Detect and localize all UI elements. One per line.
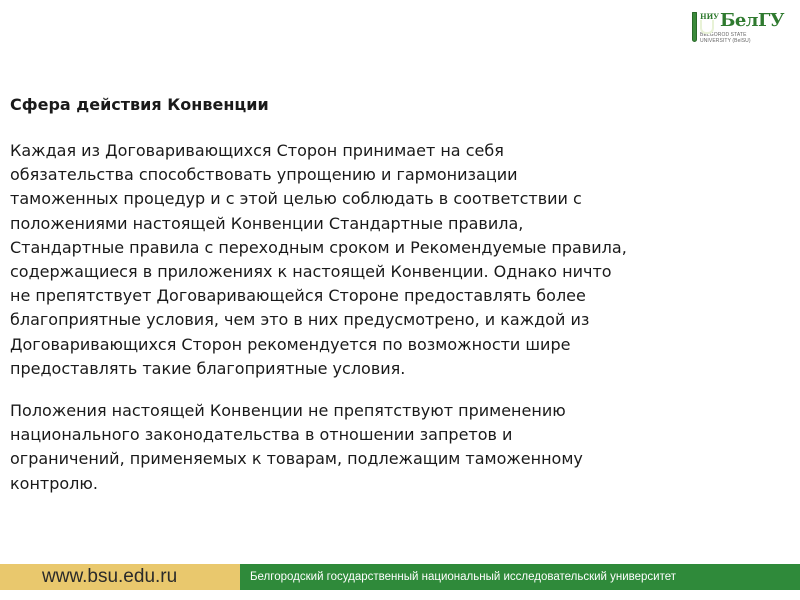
logo-main-text: БелГУ (719, 10, 784, 31)
footer-university-name: Белгородский государственный национальный исследовательский университет (240, 564, 800, 590)
logo-small-text: НИУ (700, 12, 719, 21)
logo-sub-line2: UNIVERSITY (BelSU) (700, 38, 751, 44)
crest-icon (692, 12, 697, 42)
footer-url-link[interactable]: www.bsu.edu.ru (0, 564, 240, 590)
slide-content (10, 95, 790, 496)
paragraph-1: Каждая из Договаривающихся Сторон принимает на себя обязательства способствовать упрощению и гармонизации таможенных процедур и с этой целью соблюдать в соответствии с положениями настоящей Конвенции Стандартные правила, Стандартные правила с переходным сроком и Рекомендуемые правила, содержащиеся в приложениях к настоящей Конвенции. Однако ничто не препятствует Договаривающейся Стороне предоставлять более благоприятные условия, чем это в них предусмотрено, и каждой из Договаривающихся Сторон рекомендуется по возможности шире предоставлять такие благоприятные условия. (10, 141, 627, 378)
slide-heading: Сфера действия Конвенции (10, 95, 269, 114)
university-logo (692, 12, 784, 52)
footer (0, 564, 800, 590)
paragraph-2: Положения настоящей Конвенции не препятствуют применению национального законодательства в отношении запретов и ограничений, применяемых к товарам, подлежащим таможенному контролю. (10, 401, 583, 493)
logo-sub-line1: BELGOROD STATE (700, 32, 747, 38)
